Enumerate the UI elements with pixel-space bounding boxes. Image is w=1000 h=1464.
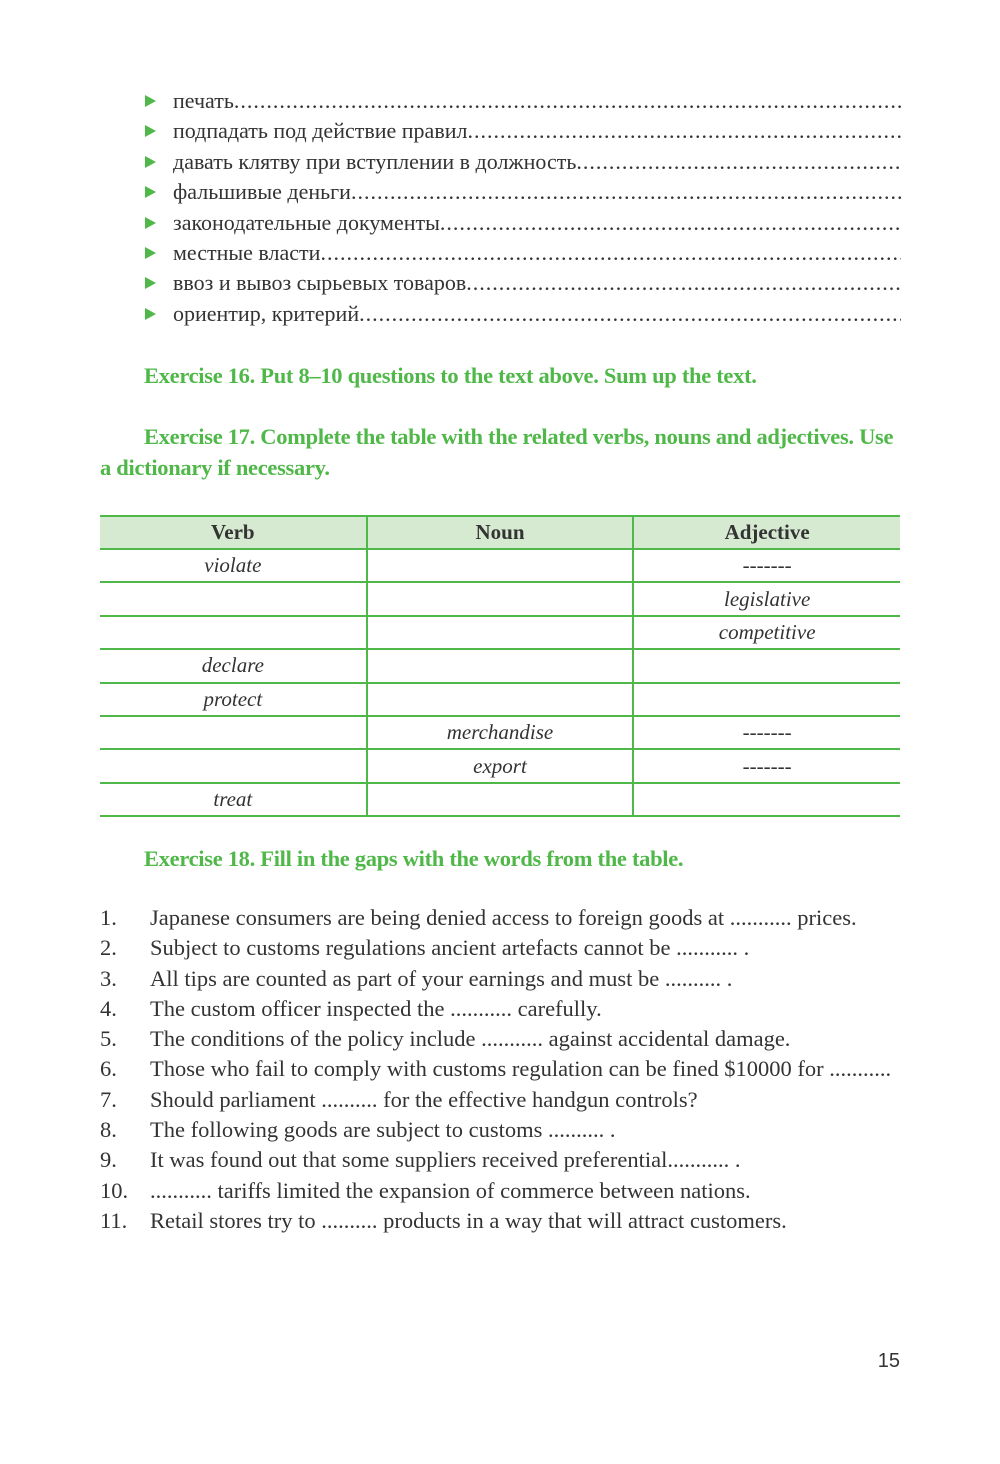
vocabulary-item <box>145 147 901 177</box>
table-cell: ------- <box>633 749 900 782</box>
page-number: 15 <box>877 1350 900 1372</box>
list-item <box>100 994 900 1024</box>
vocabulary-item <box>145 238 901 268</box>
list-item <box>100 1145 900 1175</box>
item-text: Japanese consumers are being denied access to foreign goods at ........... prices. <box>150 905 857 930</box>
list-item <box>100 1176 900 1206</box>
vocabulary-item-text: местные власти <box>173 239 321 265</box>
vocabulary-item-text: печать <box>173 88 234 113</box>
table-row <box>100 582 900 615</box>
item-text: Subject to customs regulations ancient artefacts cannot be ........... . <box>150 935 750 961</box>
list-item <box>100 1054 900 1084</box>
column-header-noun: Noun <box>367 516 634 549</box>
list-item <box>100 1206 900 1236</box>
vocabulary-list <box>145 86 901 329</box>
table-cell: violate <box>100 549 367 582</box>
item-text: Should parliament .......... for the effective handgun controls? <box>150 1086 698 1112</box>
table-row <box>100 716 900 749</box>
exercise-16-heading: Exercise 16. Put 8–10 questions to the text above. Sum up the text. <box>144 363 757 388</box>
list-item <box>100 1024 900 1054</box>
gap-fill-list <box>100 903 900 1236</box>
table-cell <box>367 616 634 649</box>
vocabulary-item <box>145 268 901 298</box>
item-number: 3. <box>100 965 117 991</box>
item-number: 6. <box>100 1056 117 1082</box>
vocabulary-item <box>145 208 901 238</box>
vocabulary-item <box>145 116 901 146</box>
vocabulary-item <box>145 86 901 116</box>
item-number: 4. <box>100 995 117 1021</box>
dot-leader <box>234 86 901 116</box>
table-cell <box>100 716 367 749</box>
table-cell: ------- <box>633 549 900 582</box>
table-cell: ------- <box>633 716 900 749</box>
table-row <box>100 783 900 816</box>
table-cell <box>633 649 900 682</box>
vocabulary-item-text: ввоз и вывоз сырьевых товаров <box>173 270 467 296</box>
table-cell <box>367 582 634 615</box>
item-text: ........... tariffs limited the expansion of commerce between nations. <box>150 1177 751 1203</box>
exercise-17-heading: Exercise 17. Complete the table with the related verbs, nouns and adjectives. Use a dictionary if necessary. <box>100 424 894 480</box>
dot-leader <box>466 268 901 298</box>
dot-leader <box>320 238 901 268</box>
item-text: The conditions of the policy include ........... against accidental damage. <box>150 1026 791 1052</box>
word-forms-table <box>100 515 900 817</box>
table-cell <box>633 783 900 816</box>
item-text: It was found out that some suppliers received preferential........... . <box>150 1147 741 1173</box>
vocabulary-item-text: давать клятву при вступлении в должность <box>173 148 577 174</box>
table-cell <box>100 616 367 649</box>
list-item <box>100 1115 900 1145</box>
item-number: 9. <box>100 1147 117 1173</box>
triangle-bullet-icon <box>145 156 156 168</box>
triangle-bullet-icon <box>145 247 156 259</box>
table-row <box>100 616 900 649</box>
vocabulary-item <box>145 299 901 329</box>
table-cell: legislative <box>633 582 900 615</box>
item-number: 5. <box>100 1026 117 1052</box>
table-cell <box>100 582 367 615</box>
list-item <box>100 1085 900 1115</box>
table-cell <box>367 549 634 582</box>
table-row <box>100 549 900 582</box>
list-item <box>100 903 900 933</box>
item-number: 8. <box>100 1117 117 1143</box>
triangle-bullet-icon <box>145 95 156 107</box>
item-text: Retail stores try to .......... products in a way that will attract customers. <box>150 1207 787 1233</box>
dot-leader <box>351 177 901 207</box>
table-cell: export <box>367 749 634 782</box>
triangle-bullet-icon <box>145 125 156 137</box>
vocabulary-item <box>145 177 901 207</box>
item-number: 1. <box>100 905 117 930</box>
table-cell <box>633 683 900 716</box>
table-cell: declare <box>100 649 367 682</box>
item-text: Those who fail to comply with customs regulation can be fined $10000 for ........... <box>150 1056 892 1082</box>
triangle-bullet-icon <box>145 217 156 229</box>
item-number: 10. <box>100 1177 129 1203</box>
dot-leader <box>440 208 901 238</box>
item-number: 11. <box>100 1207 128 1233</box>
triangle-bullet-icon <box>145 277 156 289</box>
vocabulary-item-text: ориентир, критерий <box>173 300 360 326</box>
vocabulary-item-text: фальшивые деньги <box>173 179 351 205</box>
list-item <box>100 933 900 963</box>
vocabulary-item-text: законодательные документы <box>173 209 440 235</box>
dot-leader <box>359 299 901 329</box>
table-cell <box>367 649 634 682</box>
table-cell <box>367 683 634 716</box>
table-cell: merchandise <box>367 716 634 749</box>
table-cell <box>100 749 367 782</box>
exercise-18-heading: Exercise 18. Fill in the gaps with the words from the table. <box>144 846 684 871</box>
triangle-bullet-icon <box>145 308 156 320</box>
item-text: The following goods are subject to customs .......... . <box>150 1117 616 1143</box>
column-header-adjective: Adjective <box>633 516 900 549</box>
table-row <box>100 749 900 782</box>
table-cell: competitive <box>633 616 900 649</box>
item-text: The custom officer inspected the ........... carefully. <box>150 995 602 1021</box>
item-number: 7. <box>100 1086 117 1112</box>
list-item <box>100 964 900 994</box>
table-row <box>100 683 900 716</box>
vocabulary-item-text: подпадать под действие правил <box>173 118 468 144</box>
item-number: 2. <box>100 935 117 961</box>
triangle-bullet-icon <box>145 186 156 198</box>
dot-leader <box>467 116 901 146</box>
column-header-verb: Verb <box>100 516 367 549</box>
table-row <box>100 649 900 682</box>
dot-leader <box>576 147 901 177</box>
item-text: All tips are counted as part of your earnings and must be .......... . <box>150 965 733 991</box>
table-cell <box>367 783 634 816</box>
table-cell: protect <box>100 683 367 716</box>
table-header-row <box>100 516 900 549</box>
table-cell: treat <box>100 783 367 816</box>
